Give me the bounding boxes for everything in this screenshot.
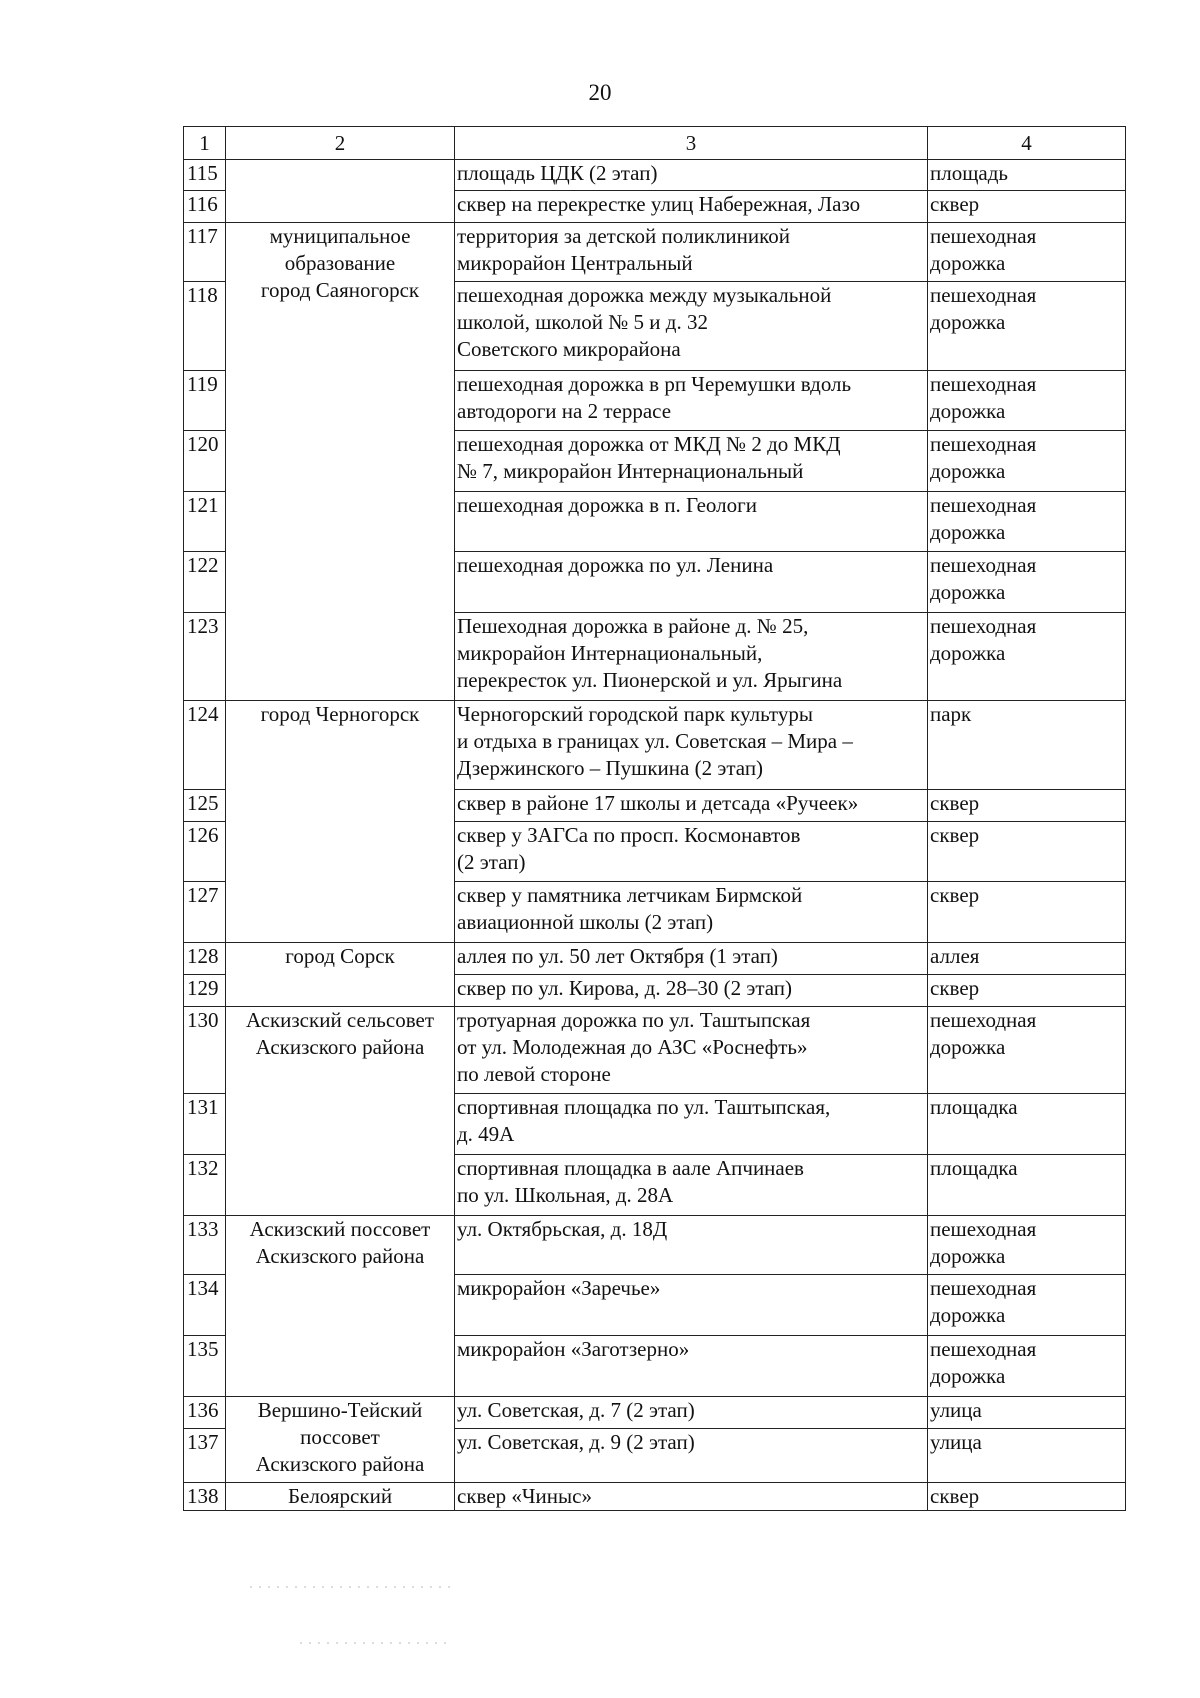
object-type: пешеходная дорожка bbox=[928, 282, 1126, 371]
municipality-cell: город Черногорск bbox=[226, 701, 455, 943]
municipality-cell: муниципальное образование город Саяногорск bbox=[226, 223, 455, 701]
object-type: улица bbox=[928, 1397, 1126, 1429]
row-number: 118 bbox=[184, 282, 226, 371]
object-type: сквер bbox=[928, 191, 1126, 223]
object-type: пешеходная дорожка bbox=[928, 552, 1126, 613]
object-type: пешеходная дорожка bbox=[928, 371, 1126, 431]
row-number: 137 bbox=[184, 1429, 226, 1483]
object-name: тротуарная дорожка по ул. Таштыпская от ул. Молодежная до АЗС «Роснефть» по левой стороне bbox=[455, 1007, 928, 1094]
page-number: 20 bbox=[588, 80, 612, 105]
row-number: 115 bbox=[184, 160, 226, 191]
object-name: микрорайон «Заречье» bbox=[455, 1275, 928, 1336]
object-name: ул. Советская, д. 7 (2 этап) bbox=[455, 1397, 928, 1429]
row-number: 126 bbox=[184, 822, 226, 882]
object-name: сквер у памятника летчикам Бирмской авиационной школы (2 этап) bbox=[455, 882, 928, 943]
object-type: парк bbox=[928, 701, 1126, 790]
row-number: 130 bbox=[184, 1007, 226, 1094]
table-row bbox=[184, 701, 1126, 790]
object-name: сквер «Чиныс» bbox=[455, 1483, 928, 1511]
table-row bbox=[184, 1007, 1126, 1094]
object-type: улица bbox=[928, 1429, 1126, 1483]
row-number: 119 bbox=[184, 371, 226, 431]
row-number: 131 bbox=[184, 1094, 226, 1155]
object-type: пешеходная дорожка bbox=[928, 492, 1126, 552]
row-number: 132 bbox=[184, 1155, 226, 1216]
objects-table bbox=[183, 126, 1126, 1511]
row-number: 127 bbox=[184, 882, 226, 943]
object-type: сквер bbox=[928, 975, 1126, 1007]
row-number: 136 bbox=[184, 1397, 226, 1429]
header-col-4: 4 bbox=[928, 127, 1126, 160]
scan-artifact bbox=[250, 1586, 450, 1588]
object-name: пешеходная дорожка от МКД № 2 до МКД № 7, микрорайон Интернациональный bbox=[455, 431, 928, 492]
row-number: 134 bbox=[184, 1275, 226, 1336]
object-type: сквер bbox=[928, 790, 1126, 822]
object-name: сквер на перекрестке улиц Набережная, Лазо bbox=[455, 191, 928, 223]
object-name: сквер в районе 17 школы и детсада «Ручеек» bbox=[455, 790, 928, 822]
object-name: аллея по ул. 50 лет Октября (1 этап) bbox=[455, 943, 928, 975]
object-name: спортивная площадка по ул. Таштыпская, д. 49А bbox=[455, 1094, 928, 1155]
row-number: 129 bbox=[184, 975, 226, 1007]
row-number: 128 bbox=[184, 943, 226, 975]
object-type: пешеходная дорожка bbox=[928, 1007, 1126, 1094]
row-number: 120 bbox=[184, 431, 226, 492]
row-number: 133 bbox=[184, 1216, 226, 1275]
object-type: пешеходная дорожка bbox=[928, 613, 1126, 701]
object-name: Черногорский городской парк культуры и отдыха в границах ул. Советская – Мира – Дзержинского – Пушкина (2 этап) bbox=[455, 701, 928, 790]
object-type: пешеходная дорожка bbox=[928, 1275, 1126, 1336]
scan-artifact bbox=[300, 1642, 450, 1644]
object-type: сквер bbox=[928, 822, 1126, 882]
object-type: аллея bbox=[928, 943, 1126, 975]
table-header-row bbox=[184, 127, 1126, 160]
table-row bbox=[184, 1483, 1126, 1511]
object-type: площадка bbox=[928, 1155, 1126, 1216]
object-type: сквер bbox=[928, 1483, 1126, 1511]
table-row bbox=[184, 1397, 1126, 1429]
municipality-cell: Вершино-Тейский поссовет Аскизского района bbox=[226, 1397, 455, 1483]
object-name: сквер по ул. Кирова, д. 28–30 (2 этап) bbox=[455, 975, 928, 1007]
object-name: пешеходная дорожка между музыкальной школой, школой № 5 и д. 32 Советского микрорайона bbox=[455, 282, 928, 371]
object-name: ул. Советская, д. 9 (2 этап) bbox=[455, 1429, 928, 1483]
row-number: 125 bbox=[184, 790, 226, 822]
object-type: площадь bbox=[928, 160, 1126, 191]
table-row bbox=[184, 160, 1126, 191]
object-type: пешеходная дорожка bbox=[928, 223, 1126, 282]
object-name: микрорайон «Заготзерно» bbox=[455, 1336, 928, 1397]
municipality-cell: Аскизский поссовет Аскизского района bbox=[226, 1216, 455, 1397]
object-name: спортивная площадка в аале Апчинаев по ул. Школьная, д. 28А bbox=[455, 1155, 928, 1216]
row-number: 116 bbox=[184, 191, 226, 223]
object-type: площадка bbox=[928, 1094, 1126, 1155]
table-row bbox=[184, 943, 1126, 975]
object-name: площадь ЦДК (2 этап) bbox=[455, 160, 928, 191]
row-number: 122 bbox=[184, 552, 226, 613]
row-number: 123 bbox=[184, 613, 226, 701]
object-name: пешеходная дорожка в рп Черемушки вдоль автодороги на 2 террасе bbox=[455, 371, 928, 431]
header-col-1: 1 bbox=[184, 127, 226, 160]
municipality-cell: Белоярский bbox=[226, 1483, 455, 1511]
row-number: 121 bbox=[184, 492, 226, 552]
row-number: 135 bbox=[184, 1336, 226, 1397]
object-name: пешеходная дорожка в п. Геологи bbox=[455, 492, 928, 552]
header-col-3: 3 bbox=[455, 127, 928, 160]
object-name: пешеходная дорожка по ул. Ленина bbox=[455, 552, 928, 613]
table-row bbox=[184, 223, 1126, 282]
object-type: пешеходная дорожка bbox=[928, 1216, 1126, 1275]
object-name: территория за детской поликлиникой микрорайон Центральный bbox=[455, 223, 928, 282]
object-type: сквер bbox=[928, 882, 1126, 943]
municipality-cell: Аскизский сельсовет Аскизского района bbox=[226, 1007, 455, 1216]
municipality-cell: город Сорск bbox=[226, 943, 455, 1007]
row-number: 124 bbox=[184, 701, 226, 790]
header-col-2: 2 bbox=[226, 127, 455, 160]
table-row bbox=[184, 1216, 1126, 1275]
object-name: сквер у ЗАГСа по просп. Космонавтов (2 этап) bbox=[455, 822, 928, 882]
object-type: пешеходная дорожка bbox=[928, 1336, 1126, 1397]
object-name: Пешеходная дорожка в районе д. № 25, микрорайон Интернациональный, перекресток ул. Пионерской и ул. Ярыгина bbox=[455, 613, 928, 701]
municipality-cell-empty bbox=[226, 160, 455, 223]
object-type: пешеходная дорожка bbox=[928, 431, 1126, 492]
row-number: 117 bbox=[184, 223, 226, 282]
row-number: 138 bbox=[184, 1483, 226, 1511]
object-name: ул. Октябрьская, д. 18Д bbox=[455, 1216, 928, 1275]
